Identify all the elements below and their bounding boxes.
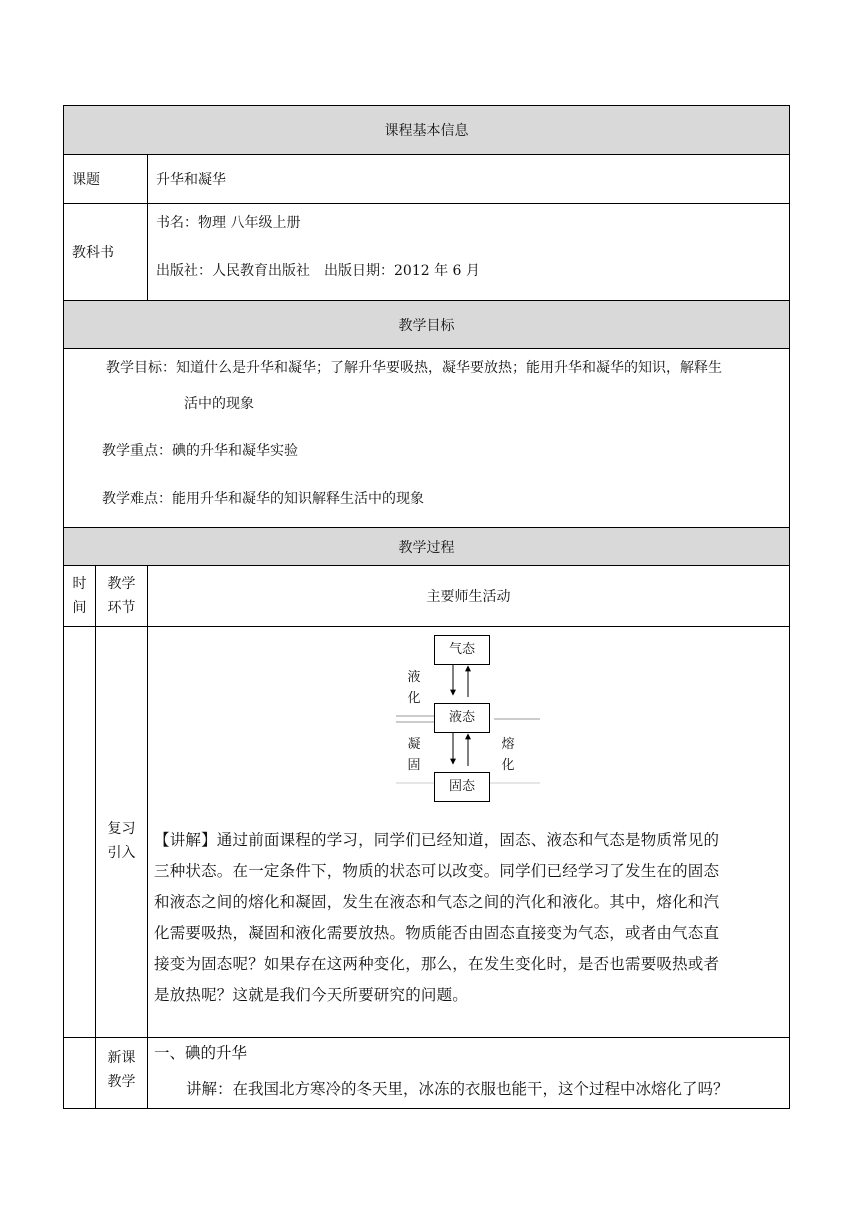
process-header-row xyxy=(64,528,790,566)
publisher: 出版社：人民教育出版社 出版日期：2012 年 6 月 xyxy=(156,263,480,279)
time-header-char-2: 间 xyxy=(72,600,87,616)
objectives-row xyxy=(64,349,790,528)
label-melt: 熔 化 xyxy=(501,737,515,773)
review-time-cell xyxy=(64,627,96,1038)
new-lesson-activity-cell xyxy=(148,1038,790,1109)
time-column-header xyxy=(64,566,96,627)
review-activity-cell xyxy=(148,627,790,1038)
objectives-header: 教学目标 xyxy=(64,301,790,349)
review-stage-cell xyxy=(96,627,148,1038)
new-lesson-stage-line-2: 教学 xyxy=(107,1074,136,1090)
new-lesson-lecture: 讲解：在我国北方寒冷的冬天里，冰冻的衣服也能干，这个过程中冰熔化了吗？ xyxy=(186,1080,729,1098)
textbook-label: 教科书 xyxy=(64,204,148,301)
topic-value: 升华和凝华 xyxy=(148,155,790,204)
process-header: 教学过程 xyxy=(64,528,790,566)
gas-state-box: 气态 xyxy=(434,635,490,665)
new-lesson-row xyxy=(64,1038,790,1109)
goal-line-1: 教学目标：知道什么是升华和凝华；了解升华要吸热，凝华要放热；能用升华和凝华的知识，解释生 xyxy=(106,360,722,376)
new-lesson-stage-line-1: 新课 xyxy=(107,1050,136,1066)
new-lesson-time-cell xyxy=(64,1038,96,1109)
lesson-plan-table xyxy=(63,105,790,1109)
topic-label: 课题 xyxy=(64,155,148,204)
new-lesson-stage-cell xyxy=(96,1038,148,1109)
activity-column-header: 主要师生活动 xyxy=(148,566,790,627)
course-info-header: 课程基本信息 xyxy=(64,106,790,155)
stage-header-line-1: 教学 xyxy=(107,576,136,592)
solid-state-box: 固态 xyxy=(434,772,490,802)
topic-row xyxy=(64,155,790,204)
lecture-line: 接变为固态呢？如果存在这两种变化，那么，在发生变化时，是否也需要吸热或者 xyxy=(154,955,720,973)
book-name: 书名：物理 八年级上册 xyxy=(156,215,301,231)
section-title: 一、碘的升华 xyxy=(154,1044,248,1062)
lecture-line: 化需要吸热，凝固和液化需要放热。物质能否由固态直接变为气态，或者由气态直 xyxy=(154,924,720,942)
review-lecture-text xyxy=(154,825,783,1011)
label-liquefy: 液 化 xyxy=(407,670,421,706)
stage-column-header xyxy=(96,566,148,627)
review-stage-line-1: 复习 xyxy=(107,821,136,837)
time-header-char-1: 时 xyxy=(72,576,87,592)
liquid-state-box: 液态 xyxy=(434,703,490,733)
textbook-info xyxy=(148,204,790,301)
key-point: 教学重点：碘的升华和凝华实验 xyxy=(102,443,298,459)
state-change-diagram xyxy=(154,633,783,803)
course-info-header-row xyxy=(64,106,790,155)
difficulty: 教学难点：能用升华和凝华的知识解释生活中的现象 xyxy=(102,491,424,507)
lecture-line: 和液态之间的熔化和凝固，发生在液态和气态之间的汽化和液化。其中，熔化和汽 xyxy=(154,893,720,911)
review-row xyxy=(64,627,790,1038)
lecture-line: 三种状态。在一定条件下，物质的状态可以改变。同学们已经学习了发生在的固态 xyxy=(154,862,720,880)
textbook-row xyxy=(64,204,790,301)
review-stage-line-2: 引入 xyxy=(107,845,136,861)
lecture-line: 是放热呢？这就是我们今天所要研究的问题。 xyxy=(154,986,469,1004)
stage-header-line-2: 环节 xyxy=(107,600,136,616)
lecture-line: 【讲解】通过前面课程的学习，同学们已经知道，固态、液态和气态是物质常见的 xyxy=(154,831,720,849)
objectives-content xyxy=(64,349,790,528)
label-solidify: 凝 固 xyxy=(407,737,421,773)
goal-line-2: 活中的现象 xyxy=(184,396,254,412)
objectives-header-row xyxy=(64,301,790,349)
column-header-row xyxy=(64,566,790,627)
